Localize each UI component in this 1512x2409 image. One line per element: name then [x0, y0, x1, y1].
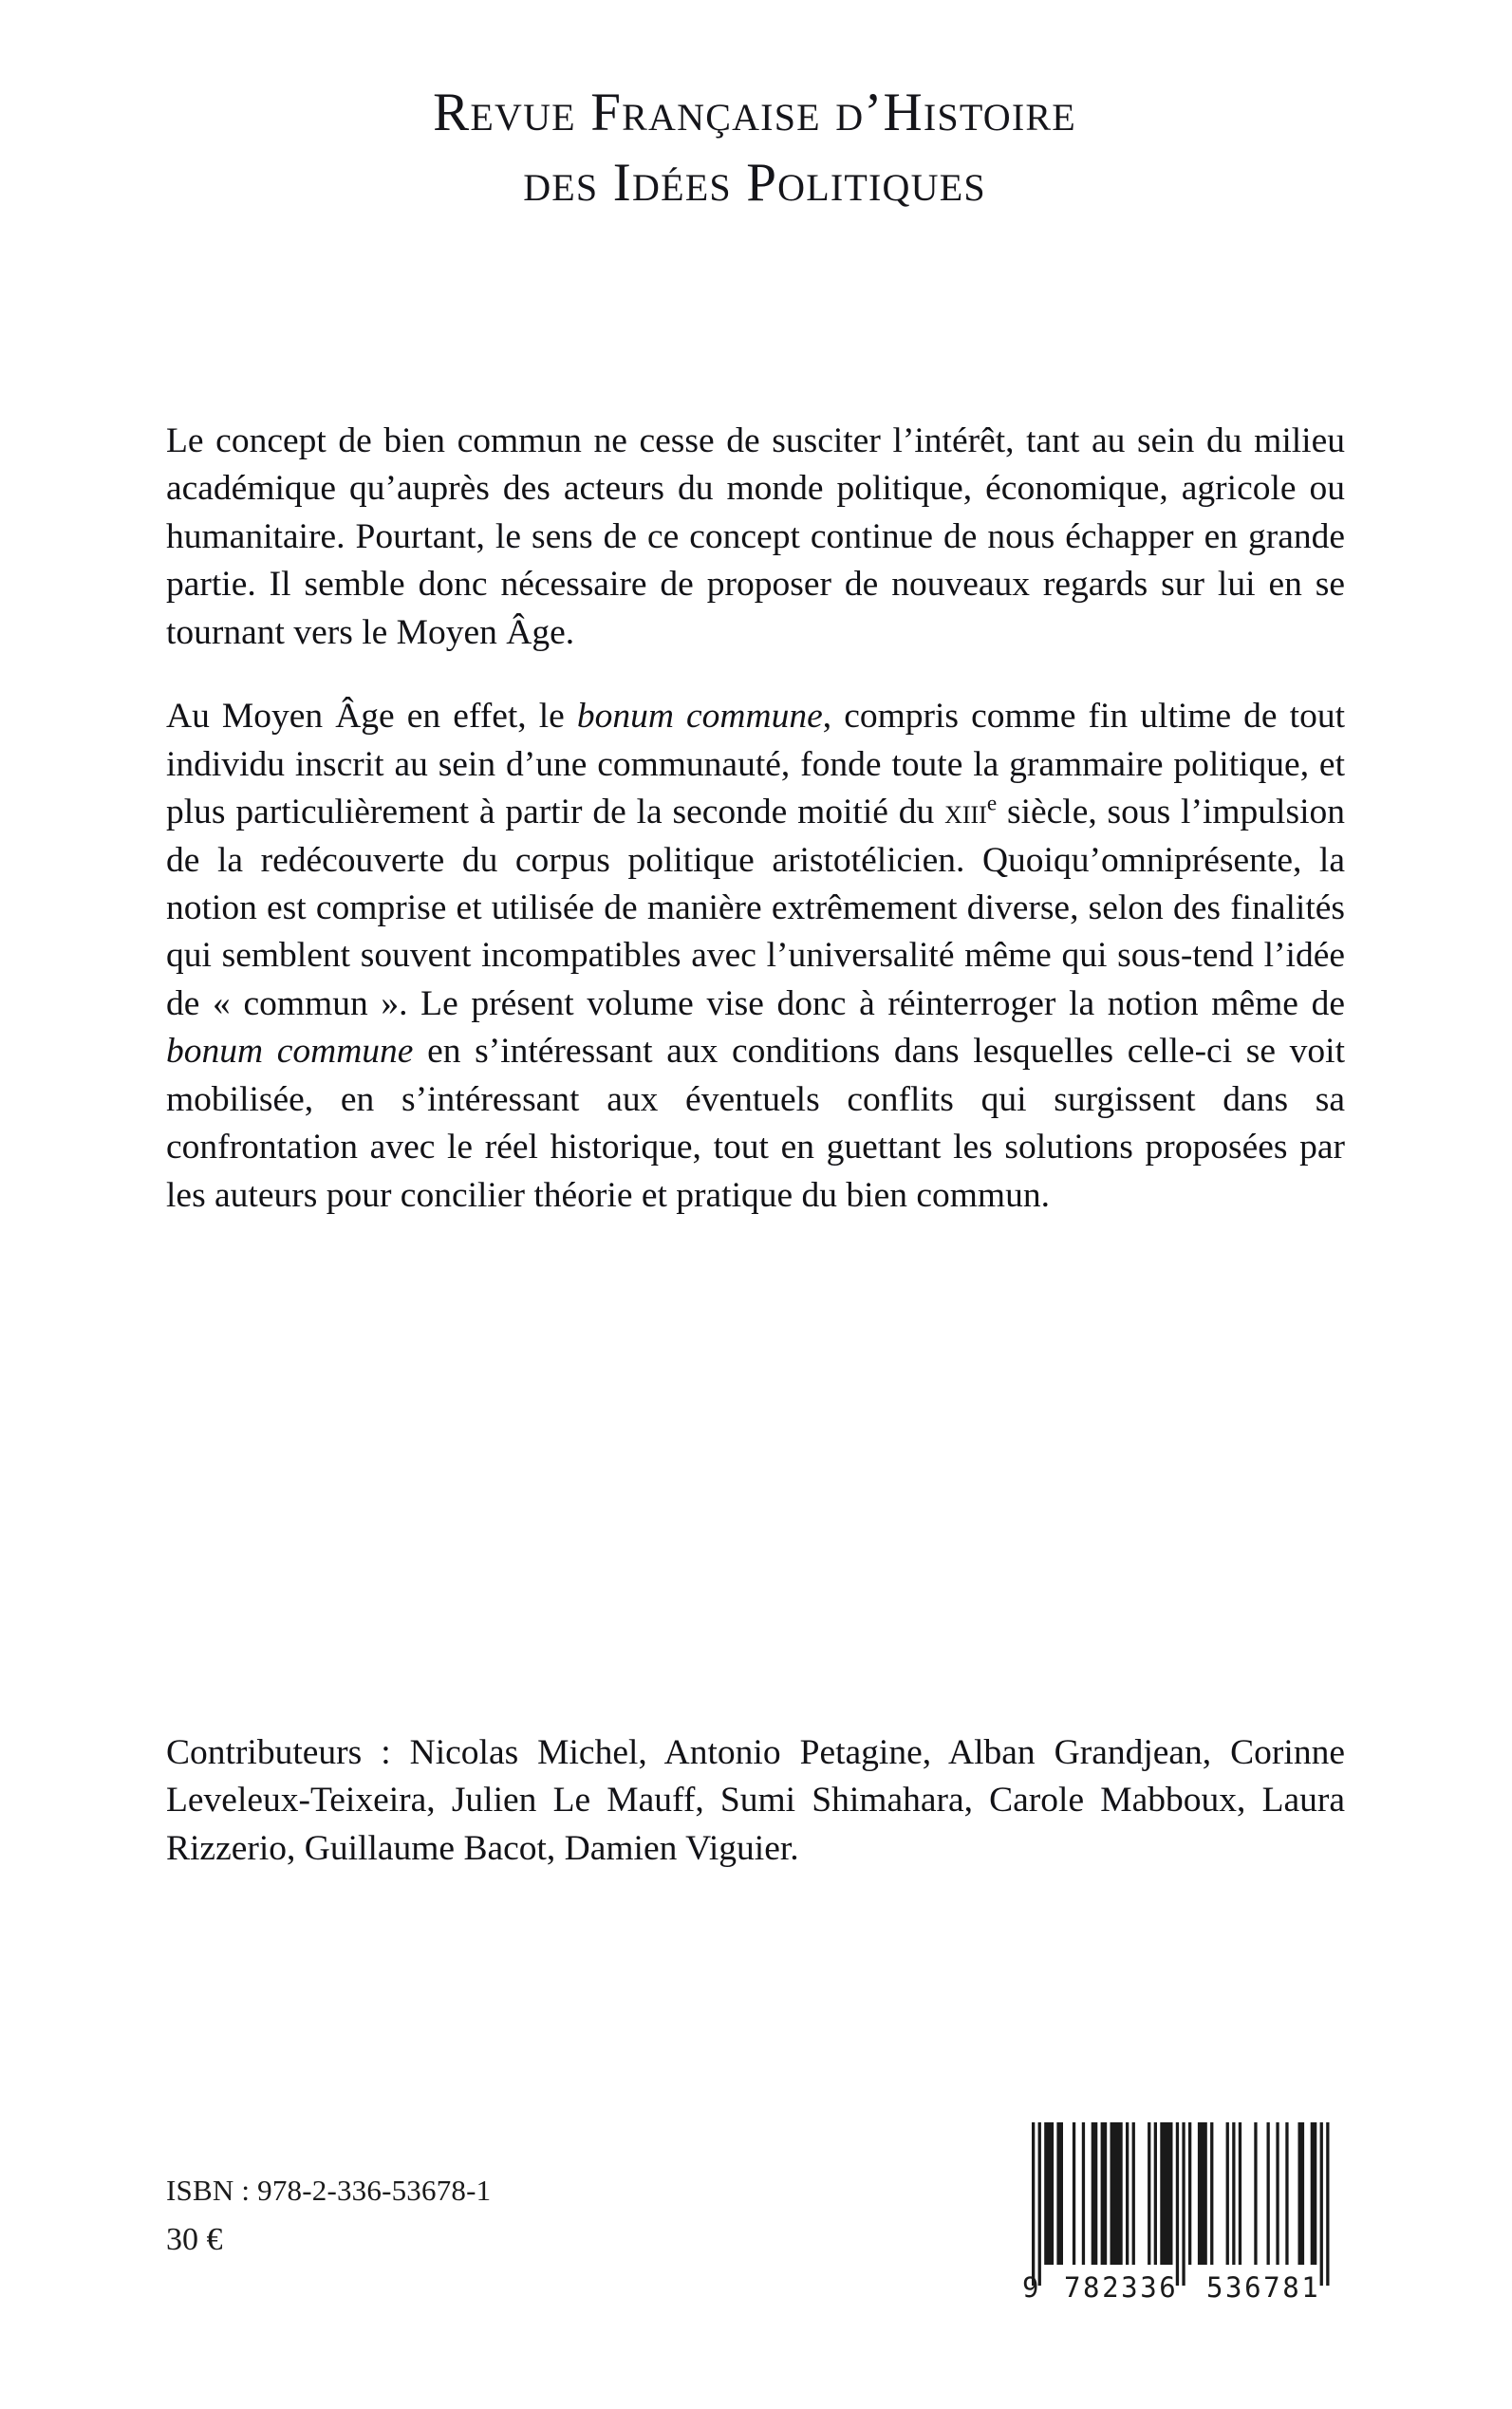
blurb-paragraph-1: Le concept de bien commun ne cesse de susciter l’intérêt, tant au sein du milieu académique qu’auprès des acteurs du monde politique, économique, agricole ou humanitaire. Pourtant, le sens de ce concept continue de nous échapper en grande partie. Il semble donc nécessaire de proposer de nouveaux regards sur lui en se tournant vers le Moyen Âge.	[166, 421, 1345, 652]
barcode-graphic	[1009, 2109, 1358, 2305]
colophon-block	[166, 2172, 491, 2261]
blurb-p2-segment-4: en s’intéressant aux conditions dans lesquelles celle-ci se voit mobilisée, en s’intéressant aux éventuels conflits qui surgissent dans sa confrontation avec le réel historique, tout en guettant les solutions proposées par les auteurs pour concilier théorie et pratique du bien commun.	[166, 1032, 1345, 1215]
isbn-text: ISBN : 978-2-336-53678-1	[166, 2174, 492, 2207]
blurb-body	[166, 418, 1345, 1220]
blurb-p2-segment-3: siècle, sous l’impulsion de la redécouverte du corpus politique aristotélicien. Quoiqu’omniprésente, la notion est comprise et utilisée de manière extrêmement diverse, selon des finalités qui semblent souvent incompatibles avec l’universalité même qui sous-tend l’idée de « commun ». Le présent volume vise donc à réinterroger la notion même de	[166, 793, 1345, 1023]
page-title-line-2: des Idées Politiques	[523, 153, 986, 214]
latin-term-bonum-commune-1: bonum commune	[576, 697, 823, 737]
ean13-barcode	[1009, 2109, 1358, 2305]
price-text: 30 €	[166, 2222, 223, 2258]
blurb-paragraph-2	[166, 693, 1345, 1220]
blurb-p2-segment-1: Au Moyen Âge en effet, le	[166, 697, 577, 737]
latin-term-bonum-commune-2: bonum commune	[166, 1032, 414, 1072]
page-title-line-1: Revue Française d’Histoire	[433, 83, 1076, 142]
barcode-digits-group-1: 782336	[1064, 2271, 1179, 2304]
century-ordinal-suffix: e	[986, 791, 998, 816]
page-title	[166, 78, 1343, 218]
barcode-digits-group-2: 536781	[1206, 2271, 1321, 2304]
blurb-p2-segment-2: , compris comme fin ultime de tout individu inscrit au sein d’une communauté, fonde toute la grammaire politique, et plus particulièrement à partir de la seconde moitié du	[166, 697, 1345, 832]
contributors-block: Contributeurs : Nicolas Michel, Antonio Petagine, Alban Grandjean, Corinne Leveleux-Teixeira, Julien Le Mauff, Sumi Shimahara, Carole Mabboux, Laura Rizzerio, Guillaume Bacot, Damien Viguier.	[166, 1733, 1345, 1868]
century-roman-numeral: xiii	[944, 793, 987, 832]
barcode-digit-left: 9	[1022, 2271, 1039, 2304]
